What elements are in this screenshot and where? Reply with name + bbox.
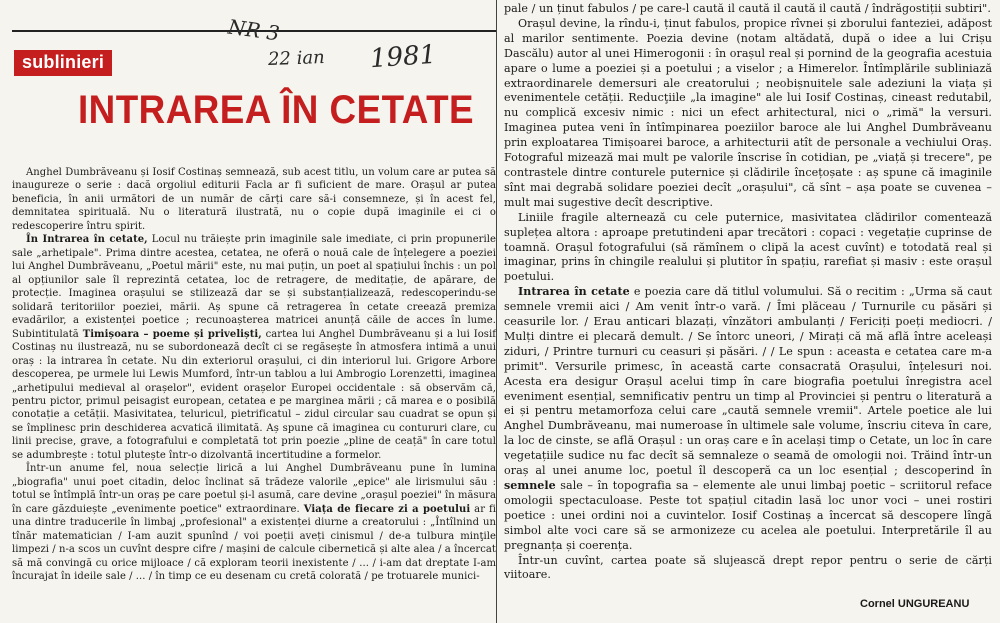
emphasis: Viața de fiecare zi a poetului — [303, 503, 471, 515]
paragraph-text: sale – în topografia sa – elemente ale unui limbaj poetic – scriitorul reface omologii spectaculoase. Peste tot spațiul citadin lasă loc unor voci – unei rostiri poetice : unei ordini noi a cuvintelor. Iosif Costinaș a încercat să descopere lîngă simbol alte voci care să se armonizeze cu acelea ale poetului. Interpretările îl au pregnanța și coerența. — [504, 479, 992, 552]
paragraph-text: Orașul devine, la rîndu-i, ținut fabulos, propice rîvnei și zborului fanteziei, adăpost al marilor sentimente. Poezia devine (notam altădată, după o idee a lui Crișu Dascălu) autor al unei Himerogonii : în orașul real și pornind de la geografia acestuia apare o lume a poeziei și a poetului ; a viselor ; a Himerelor. Întîmplările subliniază extraordinarele demersuri ale creatorului ; neobișnuitele sale adeziuni la viața și evenimentele cetății. Reducţiile „la imagine" ale lui Iosif Costinaș, cineast redutabil, nu complică excesiv nimic : nici un efect arhitectural, nici o „rimă" la versuri. Imaginea putea veni în întîmpinarea poeziilor baroce ale lui Anghel Dumbrăveanu prin exploatarea Timișoarei baroce, a arhitecturii atît de personale a vechiului Oraș. Fotograful mizează mai mult pe valorile înscrise în cotidian, pe „viață și trecere", pe contrastele dintre conturele puternice și clădirile încețoșate : aș spune că imaginile sînt mai degrabă solidare poeziei decît „orașului", că sînt – așa poate se cuvenea – mult mai sugestive decît descriptive. — [504, 16, 992, 209]
paragraph-text: Locul nu trăiește prin imaginile sale imediate, ci prin propunerile sale „arhetipale". Prima dintre acestea, cetatea, ne oferă o nouă cale de înțelegere a poeziei lui Anghel Dumbrăveanu, „Poetul mării" este, nu mai puțin, un poet al spațiului închis : un pol al opțiunilor sale îl reprezintă cetatea, loc de retragere, de meditație, de apărare, de protecție. Imaginea orașului se stilizează dar se și substanțializează, redescoperindu-se solidară teritoriilor poeziei, mării. Aș spune că retragerea în cetate creează premiza evadărilor, a existenței poetice ; recunoașterea matricei anunță căile de acces în lume. Subintitulată — [12, 234, 496, 340]
poem-title: Intrarea în cetate — [518, 285, 630, 299]
left-column — [12, 166, 496, 584]
emphasis: semnele — [504, 479, 556, 492]
paragraph-text: pale / un ținut fabulos / pe care-l caută il caută il caută il caută / îndrăgostiții subtiri". — [504, 2, 991, 15]
paragraph — [504, 554, 992, 584]
paragraph-text: Liniile fragile alternează cu cele puternice, masivitatea clădirilor comentează suplețea altora : aproape pretutindeni apar trecători : copaci : vegetație cuprinse de toamnă. Orașul fotografului (să rămînem o clipă la acest cuvînt) e totodată real și imaginar, prins în chingile realului și plutitor în spațiu, rarefiat și masiv : este orașul poetului. — [504, 210, 992, 284]
paragraph — [12, 166, 496, 233]
paragraph — [504, 285, 992, 553]
paragraph — [504, 17, 992, 211]
handwritten-year: 1981 — [369, 39, 438, 75]
right-column — [504, 2, 992, 583]
paragraph-text: Anghel Dumbrăveanu și Iosif Costinaș semnează, sub acest titlu, un volum care ar putea să inaugureze o serie : dacă orgoliul editurii Facla ar fi suficient de mare. Orașul ar putea beneficia, în anii următori de un număr de cărți care să-i consemneze, și în acest fel, demnitatea spirituală. Nu o literatură ilustrată, nu o copie după imaginile ei ci o redescoperire întru spirit. — [12, 167, 496, 232]
paragraph — [504, 2, 992, 17]
paragraph-text: Într-un anume fel, noua selecție lirică a lui Anghel Dumbrăveanu pune în lumina „biografia" unui poet citadin, deloc înclinat să trădeze valorile „epice" ale lirismului său : totul se întîmplă într-un oraș pe care poetul și-l asumă, care devine „orașul poeziei" în măsura în care găzduiește „evenimente poetice" extraordinare. — [12, 463, 496, 515]
article-headline: INTRAREA ÎN CETATE — [78, 88, 475, 132]
book-title: În Intrarea în cetate, — [26, 234, 148, 246]
handwritten-date: 22 ian — [267, 47, 326, 70]
paragraph-text: cartea lui Anghel Dumbrăveanu și a lui Iosif Costinaș nu ilustrează, nu se subordonează decît ci se regăsește în atmosfera intimă a unui oraș : la intrarea în cetate. Nu din exteriorul orașului, ci din interiorul lui. Grigore Arbore descoperea, pe urmele lui Lewis Mumford, într-un tablou a lui Ambrogio Lorenzetti, imaginea „arhetipului medieval al orașelor", evident orașelor Europei occidentale : să observăm că, pentru pictor, primul peisagist european, cetatea e pe marginea mării ; că marea e o posibilă conotație a cetății. Masivitatea, teluricul, pietrificatul – zidul circular sau cuadrat se opun și se împlinesc prin deschiderea acvatică ilimitată. Aș spune că imaginea cu contururi clare, cu linii precise, grave, a fotografului e completată tot prin poezie „pline de ceață" în care totul se adumbrește : totul plutește într-o dizolvantă incertitudine a formelor. — [12, 328, 496, 461]
book-subtitle: Timișoara – poeme și priveliști, — [82, 328, 262, 340]
column-divider — [496, 0, 497, 623]
paragraph — [504, 211, 992, 286]
paragraph-text: ar fi una dintre traducerile în limbaj „profesional" a existenței diurne a creatorului : „Întîlnind un tînăr matematician / I-am auzit spunînd / voi poeții aveți cinismul / de-a tulbura minţile limpezi / n-a scos un cuvînt despre cifre / mașini de calcule cibernetică și alte alea / a încercat să mă convingă cu orice mijloace / că exploram teorii inexistente / ... / i-am dat dreptate I-am încurajat în ideile sale / ... / în timp ce eu desenam cu cretă colorată / pe trotuarele munici- — [12, 503, 497, 583]
author-signature: Cornel UNGUREANU — [860, 598, 970, 610]
section-badge: sublinieri — [14, 50, 112, 76]
paragraph — [12, 233, 496, 462]
paragraph-text: e poezia care dă titlul volumului. Să o recitim : „Urma să caut semnele vremii aici / Am venit într-o vară. / Îmi plăceau / Turnurile cu păsări și ceasurile lor. / Erau anticari blazați, vînzători ambulanți / Fericiți poeți mediocri. / Mulți dintre ei plecară demult. / Se întorc uneori, / Mirați că mă află între aceleași ziduri, / Printre turnuri cu ceasuri și păsări. / / Le spun : aceasta e cetatea care m-a primit". Versurile primesc, în această carte consacrată Orașului, înțelesuri noi. Acesta era desigur Orașul acelui timp în care biografia poetului înregistra acel eveniment esențial, semnificativ pentru un timp al Provinciei și pentru o literatură a ei și pentru metamorfoza celui care „caută semnele vremii". Artele poetice ale lui Anghel Dumbrăveanu, mai numeroase în ultimele sale volume, înscriu citeva în care, la loc de cinste, se află Orașul : un oraș care e în același timp o Cetate, un loc în care vegetațiile sudice nu fac decît să semnaleze o seamă de omologii noi. Trăind într-un oraș al unei anume loc, poetul îl descoperă ca un loc esențial ; descoperind în — [504, 285, 992, 478]
paragraph — [12, 462, 496, 583]
handwritten-number: NR 3 — [226, 14, 282, 46]
paragraph-text: Într-un cuvînt, cartea poate să slujească drept repor pentru o serie de cărți viitoare. — [504, 553, 992, 582]
